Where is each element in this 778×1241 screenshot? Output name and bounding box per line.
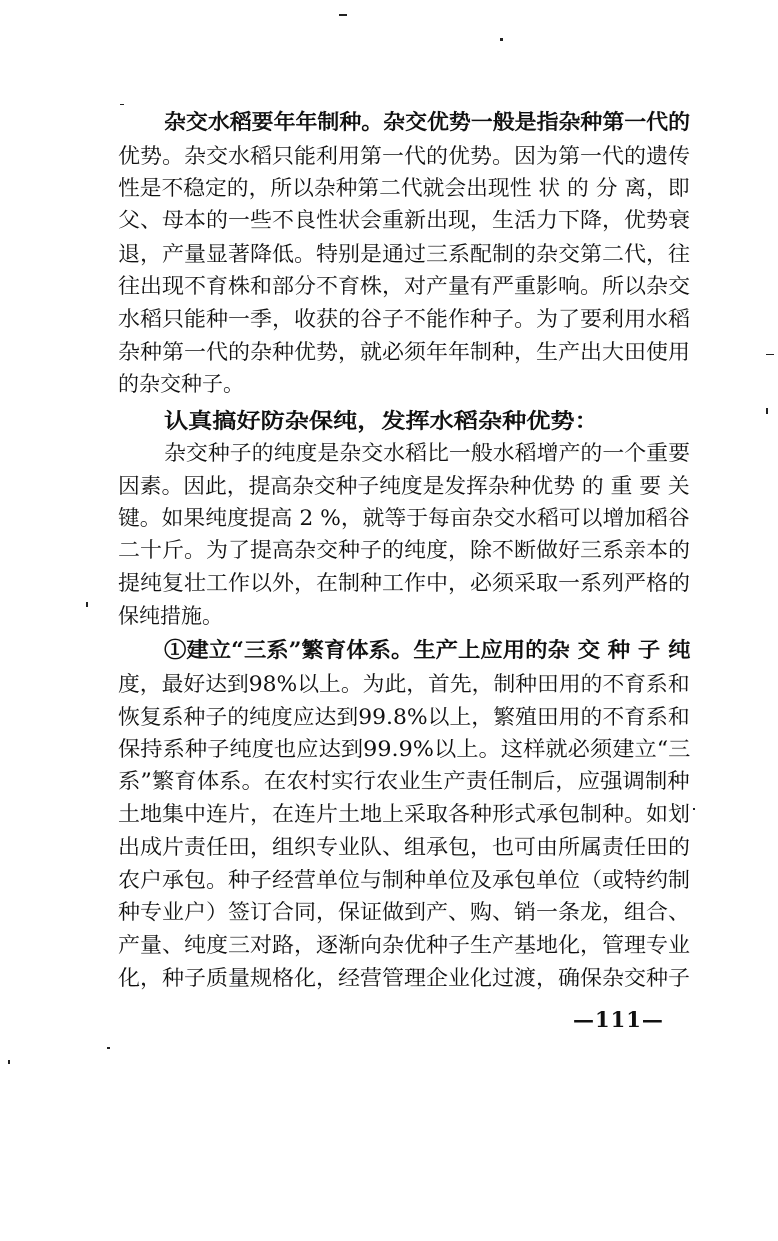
text-line: 父、母本的一些不良性状会重新出现，生活力下降，优势衰 xyxy=(118,208,691,232)
text-line: 恢复系种子的纯度应达到99.8%以上，繁殖田用的不育系和 xyxy=(118,705,690,729)
heading-line: 杂交水稻要年年制种。杂交优势一般是指杂种第一代的 xyxy=(164,109,690,134)
scan-speck xyxy=(766,354,774,355)
text-line: 农户承包。种子经营单位与制种单位及承包单位（或特约制 xyxy=(118,868,691,892)
text-line: 度，最好达到98%以上。为此，首先，制种田用的不育系和 xyxy=(118,672,690,696)
text-line: 性是不稳定的，所以杂种第二代就会出现性 状 的 分 离，即 xyxy=(118,176,690,200)
text-line: 出成片责任田，组织专业队、组承包，也可由所属责任田的 xyxy=(118,835,691,859)
text-line: 退，产量显著降低。特别是通过三系配制的杂交第二代，往 xyxy=(118,242,691,266)
scan-speck xyxy=(86,602,88,607)
scan-speck xyxy=(500,38,503,41)
page-number: —111— xyxy=(573,1007,664,1032)
scan-speck xyxy=(120,104,124,105)
text-line: 因素。因此，提高杂交种子纯度是发挥杂种优势 的 重 要 关 xyxy=(118,474,690,498)
scan-speck xyxy=(8,1060,10,1064)
text-line: 键。如果纯度提高 2 %，就等于每亩杂交水稻可以增加稻谷 xyxy=(118,506,690,530)
text-line: 提纯复壮工作以外，在制种工作中，必须采取一系列严格的 xyxy=(118,571,691,595)
text-line: 系”繁育体系。在农村实行农业生产责任制后，应强调制种 xyxy=(118,769,690,793)
text-line: 二十斤。为了提高杂交种子的纯度，除不断做好三系亲本的 xyxy=(118,538,691,562)
heading-line: ①建立“三系”繁育体系。生产上应用的杂 交 种 子 纯 xyxy=(164,637,691,662)
text-line: 产量、纯度三对路，逐渐向杂优种子生产基地化，管理专业 xyxy=(118,933,691,957)
text-line: 杂种第一代的杂种优势，就必须年年制种，生产出大田使用 xyxy=(118,340,691,364)
text-line: 水稻只能种一季，收获的谷子不能作种子。为了要利用水稻 xyxy=(118,307,691,331)
text-line: 优势。杂交水稻只能利用第一代的优势。因为第一代的遗传 xyxy=(118,144,691,168)
text-line: 种专业户）签订合同，保证做到产、购、销一条龙，组合、 xyxy=(118,900,691,924)
text-line: 杂交种子的纯度是杂交水稻比一般水稻增产的一个重要 xyxy=(164,441,690,465)
text-line: 的杂交种子。 xyxy=(118,372,244,396)
text-line: 土地集中连片，在连片土地上采取各种形式承包制种。如划 xyxy=(118,802,691,826)
scan-speck xyxy=(766,408,768,414)
top-mark xyxy=(339,14,347,16)
text-line: 保纯措施。 xyxy=(118,604,223,628)
heading-line: 认真搞好防杂保纯，发挥水稻杂种优势： xyxy=(164,408,599,433)
text-line: 化，种子质量规格化，经营管理企业化过渡，确保杂交种子 xyxy=(118,966,691,990)
scan-speck xyxy=(107,1047,110,1049)
text-line: 保持系种子纯度也应达到99.9%以上。这样就必须建立“三 xyxy=(118,737,691,761)
scan-speck xyxy=(693,808,695,810)
text-line: 往出现不育株和部分不育株，对产量有严重影响。所以杂交 xyxy=(118,274,691,298)
